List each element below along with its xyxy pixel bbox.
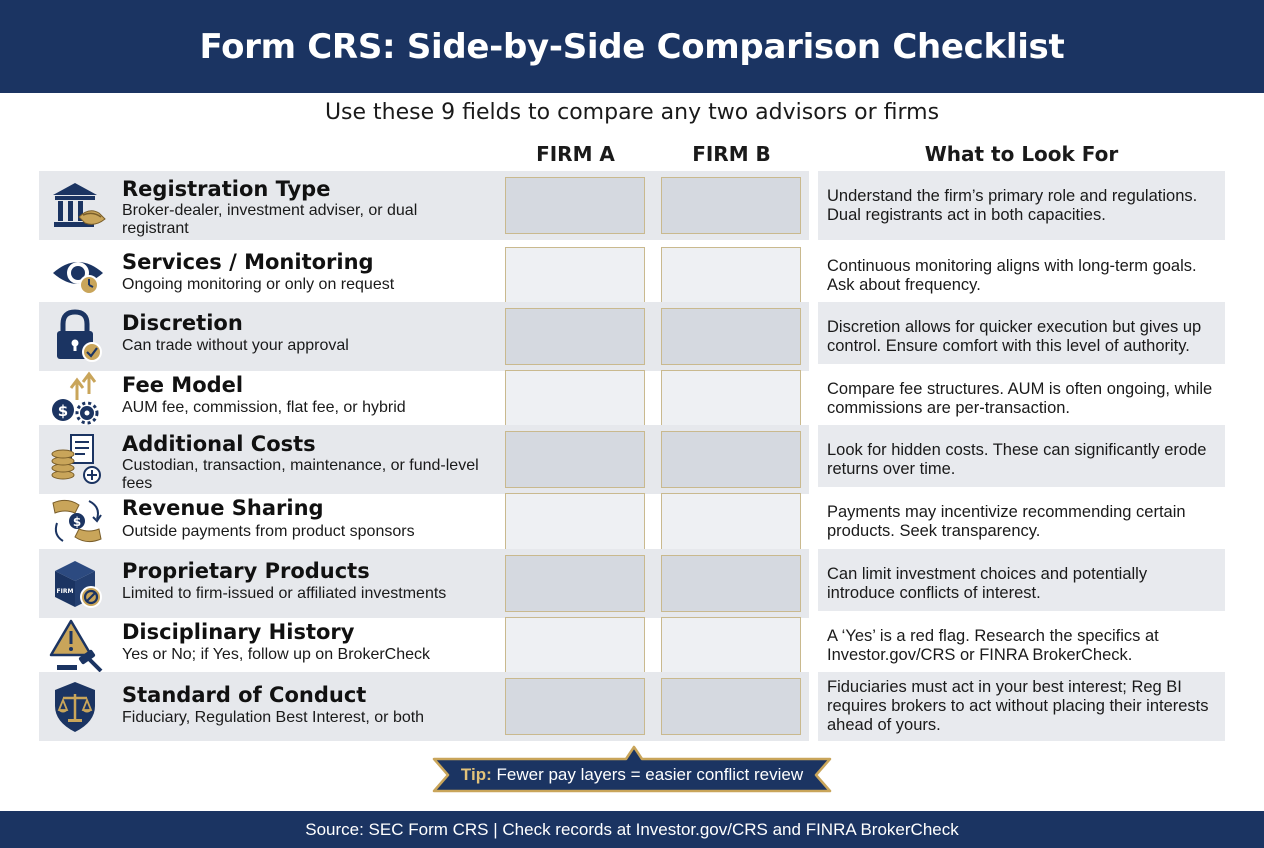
field-row-revenue-sharing [39, 487, 809, 556]
field-row-registration-type [39, 171, 809, 240]
svg-text:$: $ [72, 515, 82, 529]
field-description: Yes or No; if Yes, follow up on BrokerCheck [122, 646, 431, 663]
field-description: Outside payments from product sponsors [122, 523, 415, 540]
coins-document-plus-icon [49, 431, 107, 487]
field-row-discretion [39, 302, 809, 371]
look-for-cell [818, 549, 1225, 618]
look-for-text: Discretion allows for quicker execution but gives up control. Ensure comfort with this level of authority. [827, 317, 1202, 355]
page-title: Form CRS: Side-by-Side Comparison Checklist [199, 26, 1065, 67]
footer-source [0, 811, 1264, 848]
field-description: Broker-dealer, investment adviser, or dual registrant [122, 202, 418, 237]
look-for-cell [818, 171, 1225, 240]
look-for-cell [818, 302, 1225, 371]
firm-a-input-box[interactable] [505, 678, 645, 735]
field-description: Fiduciary, Regulation Best Interest, or both [122, 709, 425, 726]
look-for-cell [818, 364, 1225, 433]
column-header-look-for: What to Look For [924, 142, 1119, 166]
box-label: FIRM [56, 588, 74, 595]
firm-b-input-box[interactable] [661, 555, 801, 612]
field-name: Registration Type [122, 177, 331, 201]
field-description: Can trade without your approval [122, 337, 349, 354]
firm-b-input-box[interactable] [661, 678, 801, 735]
firm-b-input-box[interactable] [661, 247, 801, 304]
look-for-text: Fiduciaries must act in your best interest; Reg BI requires brokers to act without placing their interests ahead of yours. [827, 678, 1209, 734]
firm-a-input-box[interactable] [505, 617, 645, 674]
field-row-standard-of-conduct [39, 672, 809, 741]
look-for-text: Compare fee structures. AUM is often ongoing, while commissions are per-transaction. [827, 379, 1213, 417]
firm-b-input-box[interactable] [661, 493, 801, 550]
firm-a-input-box[interactable] [505, 177, 645, 234]
eye-clock-icon [49, 247, 107, 303]
look-for-cell [818, 241, 1225, 310]
box-prohibited-icon [49, 555, 107, 611]
field-description: Limited to firm-issued or affiliated investments [122, 585, 447, 602]
field-row-services-monitoring [39, 241, 809, 310]
padlock-check-icon [49, 308, 107, 364]
field-name: Disciplinary History [122, 620, 355, 644]
firm-a-input-box[interactable] [505, 431, 645, 488]
look-for-cell [818, 672, 1225, 741]
firm-b-input-box[interactable] [661, 617, 801, 674]
firm-a-input-box[interactable] [505, 308, 645, 365]
look-for-text: Payments may incentivize recommending certain products. Seek transparency. [827, 502, 1186, 540]
svg-text:$: $ [57, 402, 69, 420]
look-for-text: Can limit investment choices and potentially introduce conflicts of interest. [827, 564, 1148, 602]
field-name: Fee Model [122, 373, 244, 397]
field-name: Revenue Sharing [122, 496, 324, 520]
look-for-text: Understand the firm’s primary role and regulations. Dual registrants act in both capacities. [827, 186, 1198, 224]
column-header-firm-b: FIRM B [692, 142, 771, 166]
tip-label: Tip: [460, 765, 492, 784]
look-for-text: Look for hidden costs. These can significantly erode returns over time. [827, 440, 1207, 478]
bank-handshake-icon [49, 177, 107, 233]
warning-gavel-icon [49, 617, 107, 673]
firm-b-input-box[interactable] [661, 177, 801, 234]
header-banner [0, 0, 1264, 93]
field-description: Ongoing monitoring or only on request [122, 276, 395, 293]
field-name: Standard of Conduct [122, 683, 367, 707]
field-row-disciplinary-history [39, 611, 809, 680]
firm-a-input-box[interactable] [505, 247, 645, 304]
column-header-firm-a: FIRM A [536, 142, 615, 166]
firm-a-input-box[interactable] [505, 370, 645, 427]
field-name: Proprietary Products [122, 559, 370, 583]
look-for-cell [818, 611, 1225, 680]
field-name: Discretion [122, 311, 243, 335]
hands-money-exchange-icon [49, 493, 107, 549]
subtitle: Use these 9 fields to compare any two advisors or firms [324, 100, 940, 125]
field-description: Custodian, transaction, maintenance, or fund-level fees [122, 457, 479, 492]
firm-b-input-box[interactable] [661, 370, 801, 427]
footer-text: Source: SEC Form CRS | Check records at Investor.gov/CRS and FINRA BrokerCheck [305, 819, 959, 839]
field-row-proprietary-products [39, 549, 809, 618]
field-description: AUM fee, commission, flat fee, or hybrid [122, 399, 406, 416]
dollar-gear-arrows-icon [49, 370, 107, 426]
look-for-cell [818, 425, 1225, 494]
field-row-fee-model [39, 364, 809, 433]
field-name: Additional Costs [122, 432, 316, 456]
look-for-text: A ‘Yes’ is a red flag. Research the specifics at Investor.gov/CRS or FINRA BrokerCheck. [827, 626, 1159, 664]
shield-scales-icon [49, 678, 107, 734]
field-row-additional-costs [39, 425, 809, 494]
firm-b-input-box[interactable] [661, 431, 801, 488]
firm-a-input-box[interactable] [505, 493, 645, 550]
look-for-text: Continuous monitoring aligns with long-term goals. Ask about frequency. [827, 256, 1197, 294]
tip-message: Fewer pay layers = easier conflict review [496, 765, 804, 784]
tip-text [430, 757, 834, 793]
firm-b-input-box[interactable] [661, 308, 801, 365]
firm-a-input-box[interactable] [505, 555, 645, 612]
field-name: Services / Monitoring [122, 250, 374, 274]
look-for-cell [818, 487, 1225, 556]
